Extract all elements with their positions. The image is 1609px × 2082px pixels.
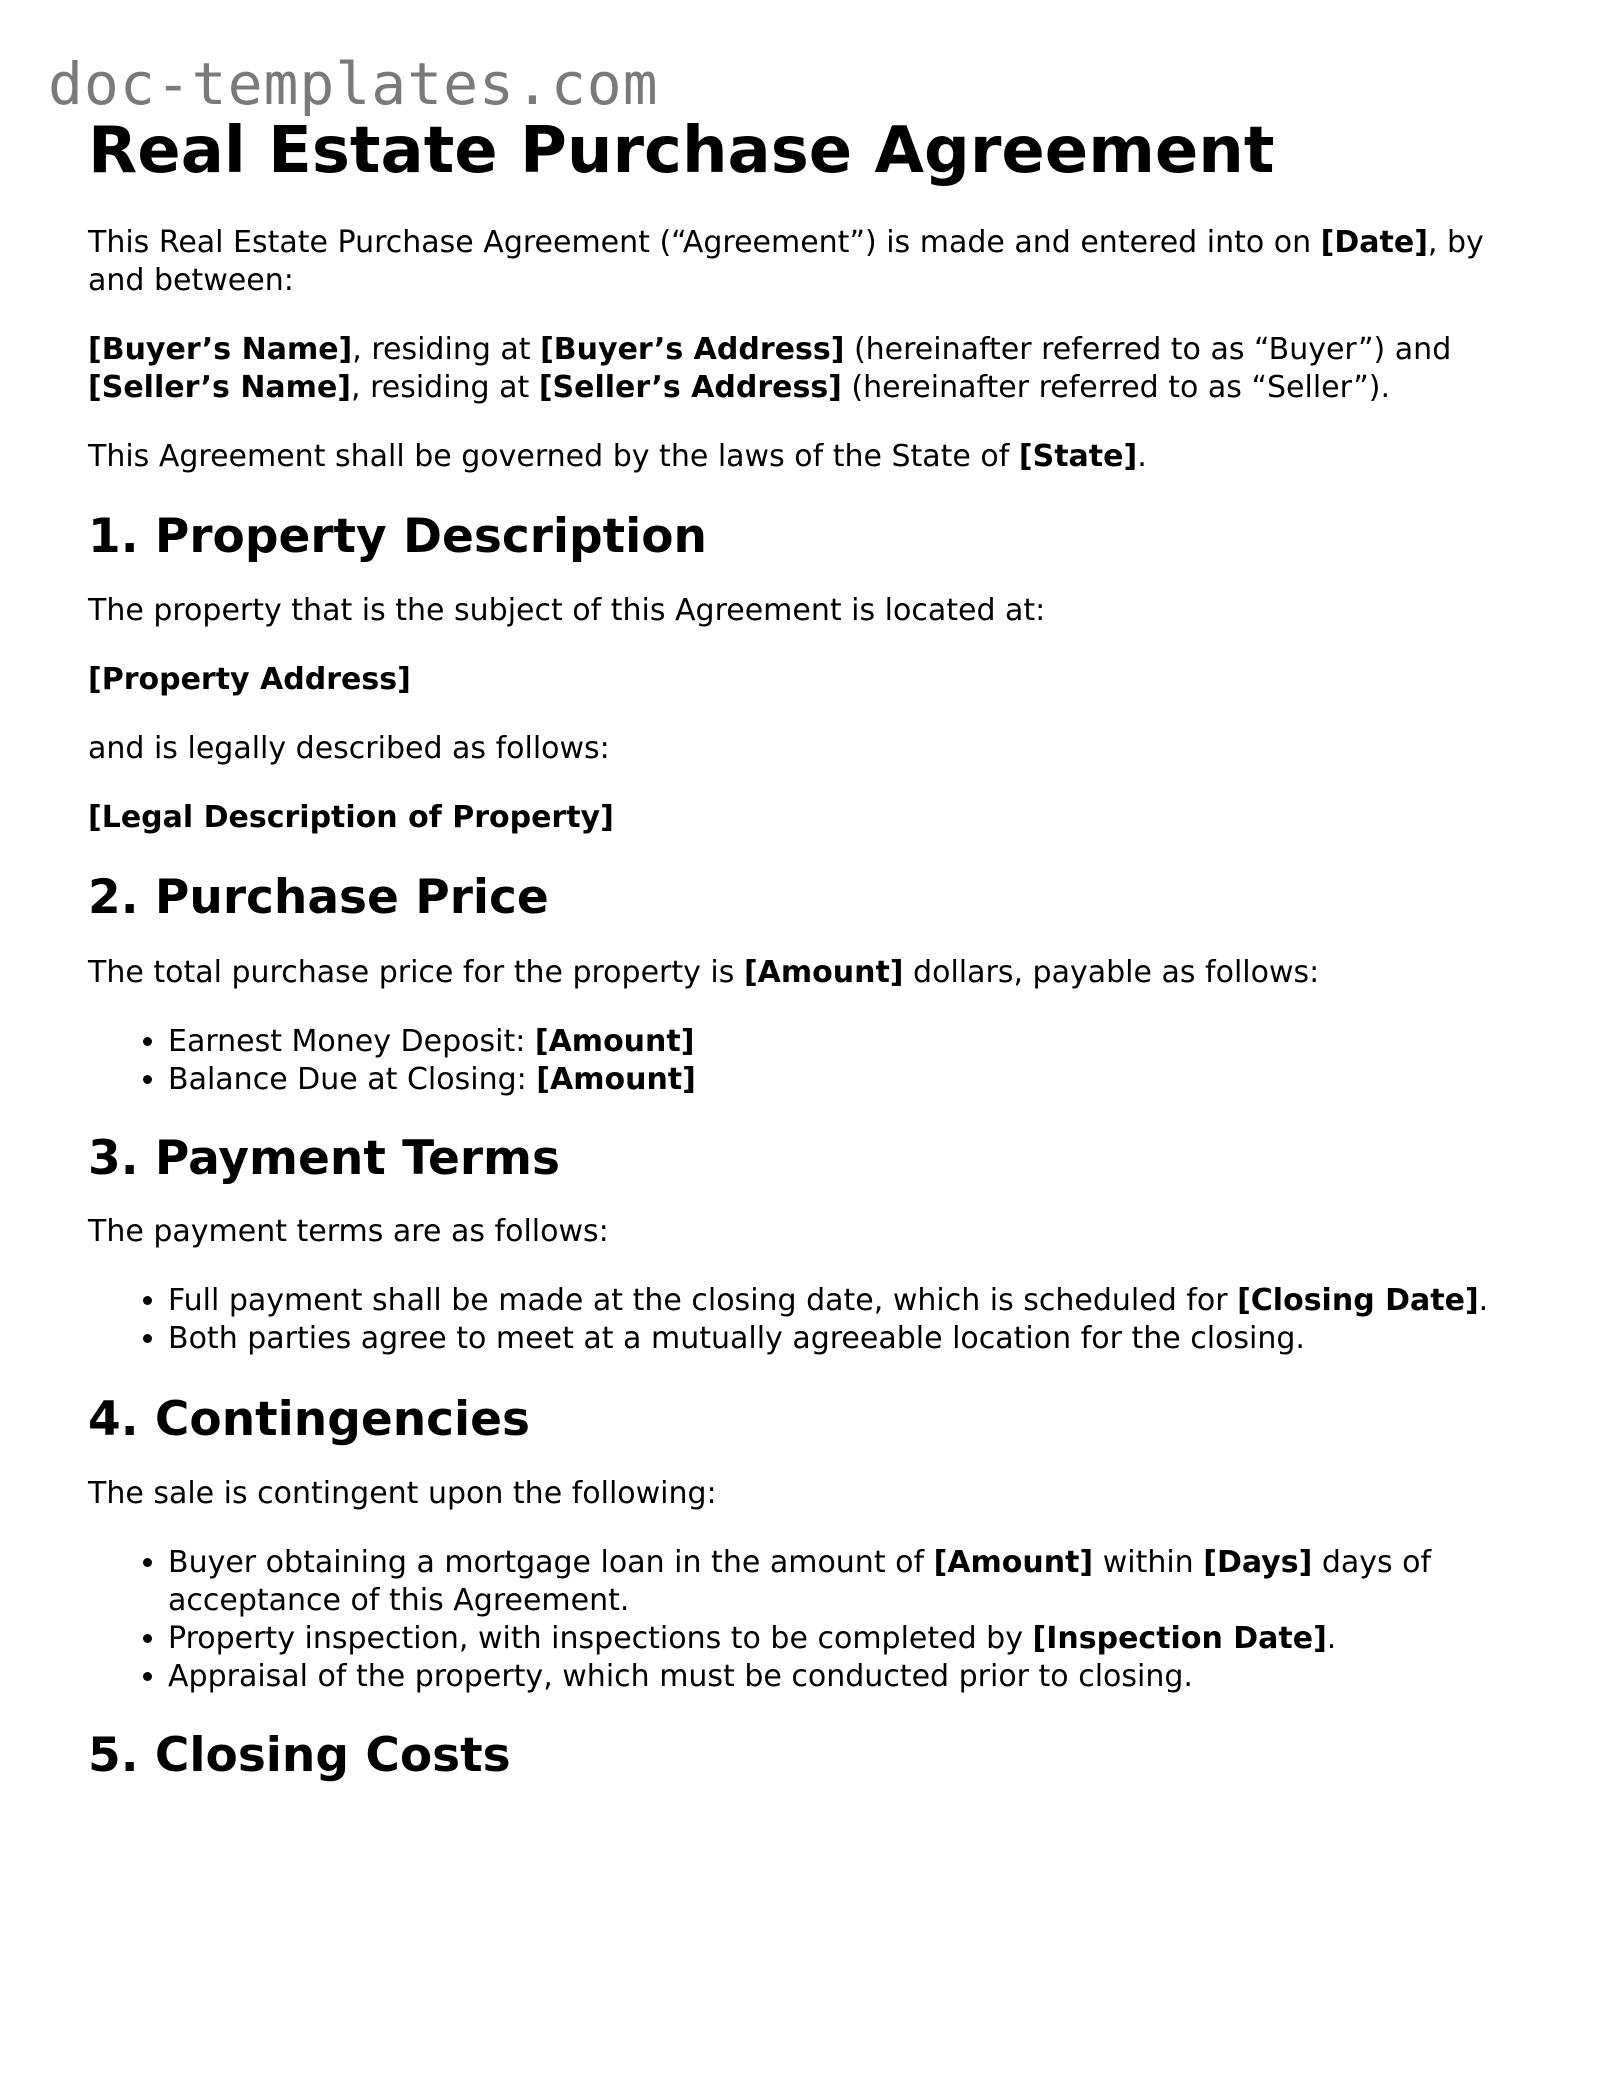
- payment-terms-list: [88, 1282, 1528, 1358]
- buyer-address-placeholder: [Buyer’s Address]: [540, 332, 845, 367]
- amount-placeholder: [Amount]: [536, 1062, 696, 1097]
- legal-description-text: and is legally described as follows:: [88, 731, 610, 766]
- document-title: Real Estate Purchase Agreement: [88, 114, 1275, 188]
- days-placeholder: [Days]: [1203, 1545, 1313, 1580]
- buyer-name-placeholder: [Buyer’s Name]: [88, 332, 353, 367]
- amount-placeholder: [Amount]: [933, 1545, 1094, 1580]
- section-heading-property-description: 1. Property Description: [88, 509, 707, 564]
- property-address-placeholder: [Property Address]: [88, 662, 411, 697]
- legal-description-placeholder: [Legal Description of Property]: [88, 800, 614, 835]
- list-item: • Both parties agree to meet at a mutually agreeable location for the closing.: [168, 1320, 1528, 1358]
- purchase-price-text: The total purchase price for the property is [Amount] dollars, payable as follows:: [88, 955, 1320, 990]
- payment-terms-text: The payment terms are as follows:: [88, 1214, 609, 1249]
- parties-paragraph: [Buyer’s Name], residing at [Buyer’s Address] (hereinafter referred to as “Buyer”) and [Seller’s Name], residing at [Seller’s Address] (hereinafter referred to as “Seller”).: [88, 332, 1452, 405]
- contingencies-list: [88, 1544, 1528, 1696]
- intro-paragraph: This Real Estate Purchase Agreement (“Agreement”) is made and entered into on [Date], by and between:: [88, 225, 1484, 298]
- section-heading-payment-terms: 3. Payment Terms: [88, 1131, 560, 1186]
- payment-breakdown-list: [88, 1023, 1528, 1099]
- amount-placeholder: [Amount]: [743, 955, 904, 990]
- watermark: doc-templates.com: [48, 50, 659, 118]
- list-item: • Property inspection, with inspections to be completed by [Inspection Date].: [168, 1620, 1528, 1658]
- seller-address-placeholder: [Seller’s Address]: [538, 370, 842, 405]
- section-heading-purchase-price: 2. Purchase Price: [88, 870, 549, 925]
- property-location-text: The property that is the subject of this Agreement is located at:: [88, 593, 1046, 628]
- governing-law-paragraph: This Agreement shall be governed by the laws of the State of [State].: [88, 439, 1147, 474]
- section-heading-closing-costs: 5. Closing Costs: [88, 1728, 511, 1783]
- contingencies-text: The sale is contingent upon the following:: [88, 1476, 717, 1511]
- amount-placeholder: [Amount]: [534, 1024, 695, 1059]
- list-item: • Appraisal of the property, which must be conducted prior to closing.: [168, 1658, 1528, 1696]
- list-item: • Full payment shall be made at the closing date, which is scheduled for [Closing Date].: [168, 1282, 1528, 1320]
- date-placeholder: [Date]: [1320, 225, 1428, 260]
- list-item: • Balance Due at Closing: [Amount]: [168, 1061, 1528, 1099]
- inspection-date-placeholder: [Inspection Date]: [1032, 1621, 1327, 1656]
- list-item: • Buyer obtaining a mortgage loan in the amount of [Amount] within [Days] days of acceptance of this Agreement.: [168, 1544, 1528, 1620]
- state-placeholder: [State]: [1018, 439, 1138, 474]
- document-body: [88, 112, 1528, 1786]
- closing-date-placeholder: [Closing Date]: [1237, 1283, 1479, 1318]
- seller-name-placeholder: [Seller’s Name]: [88, 370, 351, 405]
- section-heading-contingencies: 4. Contingencies: [88, 1392, 531, 1447]
- list-item: • Earnest Money Deposit: [Amount]: [168, 1023, 1528, 1061]
